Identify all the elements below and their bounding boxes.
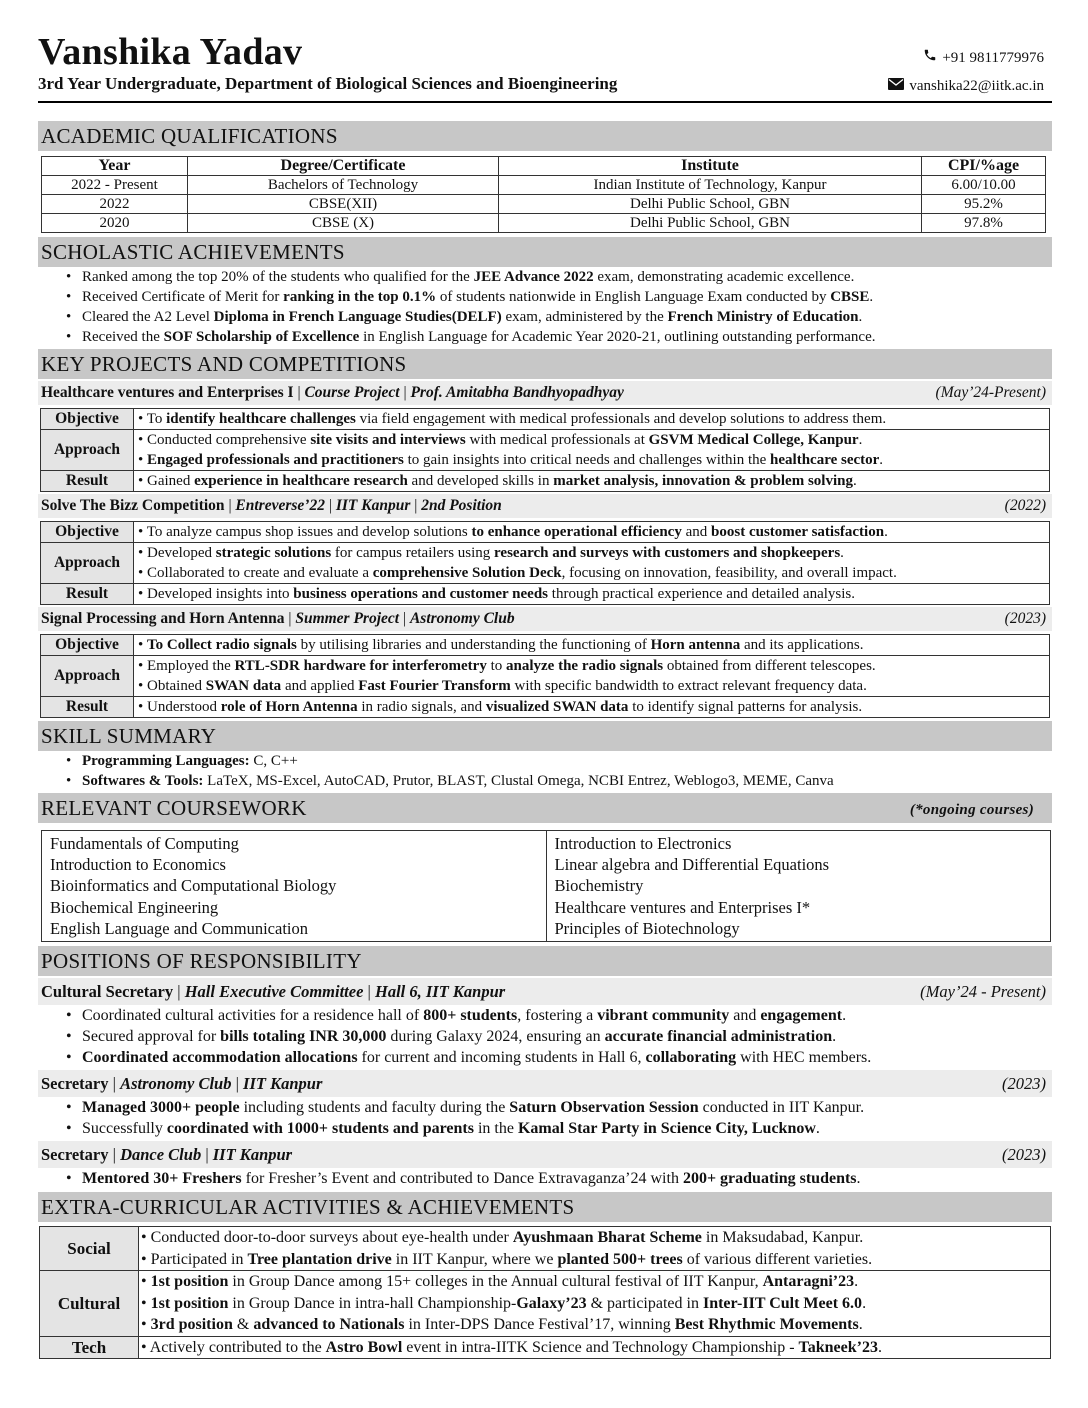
table-cell: Delhi Public School, GBN: [499, 214, 922, 233]
row-content: [139, 1336, 1051, 1359]
phone-contact[interactable]: [923, 48, 1044, 68]
position-heading: [38, 978, 1052, 1005]
phone-icon: [923, 48, 937, 68]
emphasis-text: market analysis, innovation & problem solving: [553, 473, 853, 489]
project-table: [40, 408, 1050, 492]
phone-number: +91 9811779976: [942, 50, 1044, 66]
emphasis-text: 800+ students: [423, 1007, 518, 1025]
bullet-line: • To analyze campus shop issues and develop solutions to enhance operational efficiency and boost customer satisfaction.: [138, 524, 888, 540]
table-row: [41, 409, 1050, 430]
bullet-line: • Engaged professionals and practitioners to gain insights into critical needs and challenges within the healthcare sector.: [138, 452, 884, 468]
position-title: Cultural Secretary | Hall Executive Committee | Hall 6, IIT Kanpur: [41, 982, 506, 1002]
table-row: [40, 1227, 1051, 1271]
section-positions-of-responsibility: [38, 946, 1052, 976]
bullet-line: • Conducted comprehensive site visits and interviews with medical professionals at GSVM Medical College, Kanpur.: [138, 432, 863, 448]
table-row: [41, 543, 1050, 584]
emphasis-text: advanced to Nationals: [253, 1316, 405, 1334]
emphasis-text: To Collect radio signals: [147, 637, 297, 653]
emphasis-text: Engaged professionals and practitioners: [147, 452, 404, 468]
email-address: vanshika22@iitk.ac.in: [909, 78, 1044, 94]
emphasis-text: Galaxy’23: [516, 1294, 587, 1312]
table-row: [41, 522, 1050, 543]
emphasis-text: strategic solutions: [215, 545, 332, 561]
emphasis-text: Secretary: [41, 1145, 109, 1165]
candidate-name: Vanshika Yadav: [38, 31, 303, 73]
position-bullets: [38, 1097, 1052, 1139]
section-scholastic-achievements: [38, 237, 1052, 267]
row-label: Tech: [40, 1336, 139, 1359]
emphasis-text: JEE Advance 2022: [473, 269, 594, 285]
emphasis-text: role of Horn Antenna: [220, 699, 358, 715]
bullet-line: • Participated in Tree plantation drive in IIT Kanpur, where we planted 500+ trees of various different varieties.: [141, 1250, 873, 1268]
table-cell: Delhi Public School, GBN: [499, 195, 922, 214]
emphasis-text: Dance Club: [120, 1145, 202, 1165]
emphasis-text: Coordinated accommodation allocations: [82, 1049, 358, 1067]
list-item: • Secured approval for bills totaling INR 30,000 during Galaxy 2024, ensuring an accurate financial administration.: [66, 1026, 1052, 1047]
emphasis-text: IIT Kanpur: [243, 1074, 323, 1094]
coursework-table: [41, 830, 1051, 942]
bullet-line: • Collaborated to create and evaluate a comprehensive Solution Deck, focusing on innovation, feasibility, and overall impact.: [138, 565, 897, 581]
table-cell: 97.8%: [922, 214, 1046, 233]
row-label: Cultural: [40, 1271, 139, 1337]
list-item: • Cleared the A2 Level Diploma in French Language Studies(DELF) exam, administered by the French Ministry of Education.: [66, 307, 1052, 327]
project-table: [40, 634, 1050, 718]
course-item: Introduction to Economics: [50, 855, 226, 875]
emphasis-text: vibrant community: [597, 1007, 730, 1025]
emphasis-text: Course Project: [304, 384, 400, 401]
section-title: RELEVANT COURSEWORK: [41, 796, 307, 820]
table-cell: 2022: [42, 195, 188, 214]
row-content: [134, 656, 1050, 697]
section-title: ACADEMIC QUALIFICATIONS: [41, 124, 338, 148]
emphasis-text: Hall Executive Committee: [184, 982, 364, 1002]
academic-header-row: [42, 157, 1046, 176]
row-label: Approach: [41, 656, 134, 697]
column-header: Institute: [499, 157, 922, 176]
emphasis-text: RTL-SDR hardware for interferometry: [234, 658, 487, 674]
list-item: • Mentored 30+ Freshers for Fresher’s Event and contributed to Dance Extravaganza’24 with 200+ graduating students.: [66, 1168, 1052, 1189]
emphasis-text: Prof. Amitabha Bandhyopadhyay: [410, 384, 624, 401]
emphasis-text: experience in healthcare research: [194, 473, 408, 489]
emphasis-text: business operations and customer needs: [293, 586, 549, 602]
section-title: EXTRA-CURRICULAR ACTIVITIES & ACHIEVEMENTS: [41, 1195, 575, 1220]
skills-list: [38, 751, 1052, 791]
emphasis-text: Fast Fourier Transform: [358, 678, 511, 694]
course-item: Principles of Biotechnology: [554, 918, 740, 938]
list-item: • Successfully coordinated with 1000+ students and parents in the Kamal Star Party in Science City, Lucknow.: [66, 1118, 1052, 1139]
project-date: (May’24-Present): [935, 384, 1046, 401]
bullet-line: • To identify healthcare challenges via field engagement with medical professionals and develop solutions to address them.: [138, 411, 887, 427]
bullet-line: • Developed strategic solutions for campus retailers using research and surveys with customers and shopkeepers.: [138, 545, 844, 561]
coursework-note: (*ongoing courses): [909, 802, 1034, 818]
resume-page: [38, 30, 1052, 1359]
row-label: Social: [40, 1227, 139, 1271]
emphasis-text: comprehensive Solution Deck: [372, 565, 562, 581]
row-label: Result: [41, 697, 134, 718]
table-row: [42, 195, 1046, 214]
emphasis-text: Astronomy Club: [120, 1074, 232, 1094]
coursework-left-column: [42, 831, 547, 942]
table-cell: 2022 - Present: [42, 176, 188, 195]
row-label: Approach: [41, 543, 134, 584]
bullet-line: • Obtained SWAN data and applied Fast Fourier Transform with specific bandwidth to extract relevant frequency data.: [138, 678, 867, 694]
position-date: (2023): [1002, 1074, 1046, 1094]
table-row: [41, 697, 1050, 718]
emphasis-text: accurate financial administration: [604, 1028, 833, 1046]
section-academic-qualifications: [38, 121, 1052, 151]
email-contact[interactable]: [888, 76, 1044, 96]
column-header: Degree/Certificate: [188, 157, 499, 176]
emphasis-text: Takneek’23: [798, 1338, 878, 1356]
emphasis-text: Solve The Bizz Competition: [41, 497, 225, 514]
project-table: [40, 521, 1050, 605]
position-heading: [38, 1141, 1052, 1168]
emphasis-text: Softwares & Tools:: [82, 773, 204, 789]
bullet-line: • To Collect radio signals by utilising libraries and understanding the functioning of Horn antenna and its applications.: [138, 637, 864, 653]
emphasis-text: site visits and interviews: [310, 432, 466, 448]
row-label: Result: [41, 471, 134, 492]
emphasis-text: Entreverse’22: [235, 497, 325, 514]
column-header: Year: [42, 157, 188, 176]
section-title: KEY PROJECTS AND COMPETITIONS: [41, 352, 407, 376]
project-title: Signal Processing and Horn Antenna | Summer Project | Astronomy Club: [41, 610, 515, 627]
section-title: POSITIONS OF RESPONSIBILITY: [41, 949, 362, 974]
bullet-line: • Gained experience in healthcare research and developed skills in market analysis, innovation & problem solving.: [138, 473, 857, 489]
academic-table: [41, 156, 1046, 233]
section-title: SCHOLASTIC ACHIEVEMENTS: [41, 240, 345, 264]
emphasis-text: healthcare sector: [770, 452, 880, 468]
emphasis-text: 1st position: [150, 1294, 229, 1312]
projects-list: [38, 381, 1052, 718]
row-label: Result: [41, 584, 134, 605]
section-title: SKILL SUMMARY: [41, 724, 217, 748]
bullet-line: • Conducted door-to-door surveys about eye-health under Ayushmaan Bharat Scheme in Maksudabad, Kanpur.: [141, 1229, 864, 1247]
table-row: [41, 584, 1050, 605]
position-heading: [38, 1070, 1052, 1097]
table-row: [42, 176, 1046, 195]
emphasis-text: Healthcare ventures and Enterprises I: [41, 384, 294, 401]
emphasis-text: research and surveys with customers and shopkeepers: [494, 545, 841, 561]
table-row: [40, 1271, 1051, 1337]
table-row: [41, 656, 1050, 697]
project-heading: [38, 607, 1052, 631]
row-content: [134, 409, 1050, 430]
emphasis-text: analyze the radio signals: [506, 658, 664, 674]
course-item: Fundamentals of Computing: [50, 834, 239, 853]
list-item: • Managed 3000+ people including students and faculty during the Saturn Observation Session conducted in IIT Kanpur.: [66, 1097, 1052, 1118]
row-content: [134, 584, 1050, 605]
bullet-line: • 1st position in Group Dance among 15+ colleges in the Annual cultural festival of IIT Kanpur, Antaragni’23.: [141, 1273, 859, 1291]
position-date: (2023): [1002, 1145, 1046, 1165]
resume-header: [38, 30, 1052, 104]
course-item: English Language and Communication: [50, 918, 308, 938]
section-skill-summary: [38, 721, 1052, 751]
bullet-line: • 1st position in Group Dance in intra-hall Championship-Galaxy’23 & participated in Inter-IIT Cult Meet 6.0.: [141, 1294, 867, 1312]
emphasis-text: Mentored 30+ Freshers: [82, 1170, 242, 1188]
emphasis-text: to enhance operational efficiency: [471, 524, 682, 540]
table-cell: 6.00/10.00: [922, 176, 1046, 195]
emphasis-text: Best Rhythmic Movements: [674, 1316, 859, 1334]
emphasis-text: collaborating: [645, 1049, 737, 1067]
row-label: Objective: [41, 522, 134, 543]
bullet-line: • 3rd position & advanced to Nationals in Inter-DPS Dance Festival’17, winning Best Rhythmic Movements.: [141, 1316, 863, 1334]
row-content: [134, 522, 1050, 543]
header-divider: [38, 101, 1052, 103]
bullet-line: • Actively contributed to the Astro Bowl event in intra-IITK Science and Technology Championship - Takneek’23.: [141, 1338, 882, 1356]
project-heading: [38, 494, 1052, 518]
bullet-line: • Developed insights into business operations and customer needs through practical experience and detailed analysis.: [138, 586, 855, 602]
emphasis-text: Astro Bowl: [325, 1338, 403, 1356]
envelope-icon: [888, 76, 904, 96]
bullet-line: • Employed the RTL-SDR hardware for interferometry to analyze the radio signals obtained from different telescopes.: [138, 658, 876, 674]
row-content: [134, 430, 1050, 471]
position-title: Secretary | Astronomy Club | IIT Kanpur: [41, 1074, 323, 1094]
row-label: Approach: [41, 430, 134, 471]
project-heading: [38, 381, 1052, 405]
list-item: • Ranked among the top 20% of the students who qualified for the JEE Advance 2022 exam, demonstrating academic excellence.: [66, 267, 1052, 287]
emphasis-text: visualized SWAN data: [485, 699, 629, 715]
table-cell: 2020: [42, 214, 188, 233]
emphasis-text: engagement: [760, 1007, 843, 1025]
row-content: [134, 471, 1050, 492]
emphasis-text: ranking in the top 0.1%: [283, 289, 437, 305]
emphasis-text: Cultural Secretary: [41, 982, 174, 1002]
emphasis-text: boost customer satisfaction: [711, 524, 885, 540]
table-row: [41, 471, 1050, 492]
section-key-projects: [38, 349, 1052, 379]
emphasis-text: 2nd Position: [421, 497, 502, 514]
list-item: • Softwares & Tools: LaTeX, MS-Excel, AutoCAD, Prutor, BLAST, Clustal Omega, NCBI Entrez, Weblogo3, MEME, Canva: [66, 771, 1052, 791]
table-row: [40, 1336, 1051, 1359]
row-content: [134, 543, 1050, 584]
table-cell: Indian Institute of Technology, Kanpur: [499, 176, 922, 195]
section-relevant-coursework: [38, 793, 1052, 823]
extracurricular-table: [39, 1226, 1051, 1359]
candidate-subtitle: 3rd Year Undergraduate, Department of Biological Sciences and Bioengineering: [38, 74, 618, 93]
emphasis-text: Signal Processing and Horn Antenna: [41, 610, 285, 627]
emphasis-text: Diploma in French Language Studies(DELF): [213, 309, 502, 325]
list-item: • Coordinated cultural activities for a residence hall of 800+ students, fostering a vibrant community and engagement.: [66, 1005, 1052, 1026]
row-content: [134, 697, 1050, 718]
row-content: [139, 1227, 1051, 1271]
emphasis-text: French Ministry of Education: [667, 309, 859, 325]
table-cell: Bachelors of Technology: [188, 176, 499, 195]
table-cell: 95.2%: [922, 195, 1046, 214]
bullet-line: • Understood role of Horn Antenna in radio signals, and visualized SWAN data to identify signal patterns for analysis.: [138, 699, 863, 715]
emphasis-text: coordinated with 1000+ students and parents: [166, 1120, 474, 1138]
list-item: • Coordinated accommodation allocations for current and incoming students in Hall 6, collaborating with HEC members.: [66, 1047, 1052, 1068]
emphasis-text: Tree plantation drive: [247, 1250, 392, 1268]
table-row: [41, 430, 1050, 471]
emphasis-text: Saturn Observation Session: [509, 1099, 699, 1117]
list-item: • Received Certificate of Merit for ranking in the top 0.1% of students nationwide in English Language Exam conducted by CBSE.: [66, 287, 1052, 307]
emphasis-text: Summer Project: [295, 610, 400, 627]
section-extracurricular: [38, 1192, 1052, 1222]
coursework-right-column: [546, 831, 1051, 942]
emphasis-text: Astronomy Club: [409, 610, 515, 627]
emphasis-text: Kamal Star Party in Science City, Lucknow: [517, 1120, 816, 1138]
row-label: Objective: [41, 409, 134, 430]
table-row: [41, 635, 1050, 656]
table-cell: CBSE(XII): [188, 195, 499, 214]
emphasis-text: 200+ graduating students: [682, 1170, 857, 1188]
row-label: Objective: [41, 635, 134, 656]
emphasis-text: planted 500+ trees: [557, 1250, 683, 1268]
position-title: Secretary | Dance Club | IIT Kanpur: [41, 1145, 293, 1165]
course-item: Biochemical Engineering: [50, 897, 219, 917]
column-header: CPI/%age: [922, 157, 1046, 176]
list-item: • Programming Languages: C, C++: [66, 751, 1052, 771]
emphasis-text: Inter-IIT Cult Meet 6.0: [702, 1294, 863, 1312]
scholastic-list: [38, 267, 1052, 347]
emphasis-text: Programming Languages:: [82, 753, 250, 769]
emphasis-text: identify healthcare challenges: [166, 411, 356, 427]
emphasis-text: Horn antenna: [650, 637, 741, 653]
course-item: Introduction to Electronics: [554, 834, 732, 853]
emphasis-text: IIT Kanpur: [335, 497, 411, 514]
course-item: Biochemistry: [554, 876, 644, 896]
emphasis-text: 1st position: [150, 1273, 229, 1291]
emphasis-text: 3rd position: [150, 1316, 233, 1334]
project-title: Solve The Bizz Competition | Entreverse’22 | IIT Kanpur | 2nd Position: [41, 497, 502, 514]
course-item: Bioinformatics and Computational Biology: [50, 876, 337, 896]
emphasis-text: Secretary: [41, 1074, 109, 1094]
project-date: (2022): [1004, 497, 1046, 514]
position-date: (May’24 - Present): [920, 982, 1046, 1002]
positions-list: [38, 978, 1052, 1189]
course-item: Healthcare ventures and Enterprises I*: [554, 897, 811, 917]
course-item: Linear algebra and Differential Equations: [554, 855, 830, 875]
table-cell: CBSE (X): [188, 214, 499, 233]
emphasis-text: bills totaling INR 30,000: [220, 1028, 387, 1046]
emphasis-text: Hall 6, IIT Kanpur: [374, 982, 506, 1002]
emphasis-text: SWAN data: [205, 678, 282, 694]
project-title: Healthcare ventures and Enterprises I | Course Project | Prof. Amitabha Bandhyopadhyay: [41, 384, 624, 401]
row-content: [139, 1271, 1051, 1337]
emphasis-text: Ayushmaan Bharat Scheme: [512, 1229, 702, 1247]
emphasis-text: CBSE: [830, 289, 870, 305]
project-date: (2023): [1004, 610, 1046, 627]
emphasis-text: Managed 3000+ people: [82, 1099, 240, 1117]
row-content: [134, 635, 1050, 656]
position-bullets: [38, 1168, 1052, 1189]
list-item: • Received the SOF Scholarship of Excellence in English Language for Academic Year 2020-21, outlining outstanding performance.: [66, 327, 1052, 347]
emphasis-text: Antaragni’23: [762, 1273, 855, 1291]
emphasis-text: GSVM Medical College, Kanpur: [648, 432, 859, 448]
position-bullets: [38, 1005, 1052, 1068]
emphasis-text: IIT Kanpur: [212, 1145, 293, 1165]
table-row: [42, 214, 1046, 233]
emphasis-text: SOF Scholarship of Excellence: [163, 329, 360, 345]
